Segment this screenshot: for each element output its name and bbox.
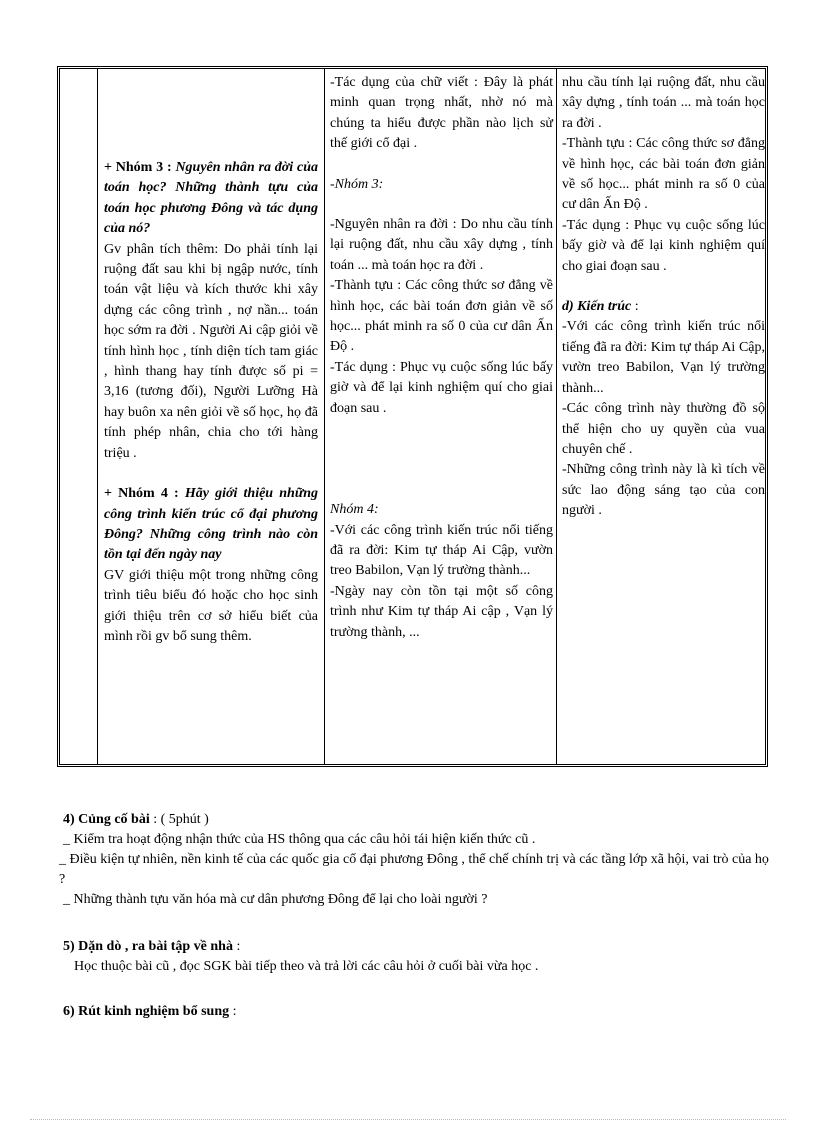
architecture-heading: d) Kiến trúc: [562, 299, 632, 315]
consolidation-section: [59, 810, 773, 910]
math-cause: -Nguyên nhân ra đời : Do nhu cầu tính lại ruộng đất, nhu cầu xây dựng , tính toán ... mà toán học ra đời .: [330, 217, 553, 273]
nhom3-question: Nguyên nhân ra đời của toán học? Những thành tựu của toán học phương Đông và tác dụng của nó?: [104, 160, 318, 237]
nhom3-explain: Gv phân tích thêm: Do phải tính lại ruộng đất sau khi bị ngập nước, tính toán vật liệu và kích thước khi xây dựng các công trình , nợ nần... toán học sớm ra đời . Người Ai cập giỏi về tính hình học , tính diện tích tam giác , hình thang hay tính được số pi = 3,16 (tương đối), Người Lưỡng Hà hay buôn xa nên giỏi về số học, họ đã tính phép nhân, chia cho tới hàng triệu .: [104, 241, 318, 461]
experience-heading: 6) Rút kinh nghiệm bổ sung: [63, 1004, 230, 1019]
lesson-table: [57, 66, 768, 767]
nhom4-block: [104, 484, 318, 566]
consolidation-item: _ Kiểm tra hoạt động nhận thức của HS thông qua các câu hỏi tái hiện kiến thức cũ .: [63, 832, 536, 847]
homework-heading: 5) Dặn dò , ra bài tập về nhà: [63, 939, 233, 954]
teacher-activity-column: [104, 158, 318, 647]
writing-effect: -Tác dụng của chữ viết : Đây là phát minh quan trọng nhất, nhờ nó mà chúng ta hiểu được phần nào lịch sử thế giới cổ đại .: [330, 75, 553, 152]
homework-section: [63, 937, 773, 977]
architecture-heading-line: d) Kiến trúc :: [562, 299, 639, 315]
column-divider-1: [97, 69, 98, 764]
consolidation-heading-line: [63, 810, 773, 830]
consolidation-item: _ Những thành tựu văn hóa mà cư dân phương Đông để lại cho loài người ?: [63, 892, 488, 907]
homework-heading-line: 5) Dặn dò , ra bài tập về nhà :: [63, 939, 241, 954]
column-divider-2: [324, 69, 325, 764]
nhom3-label: -Nhóm 3:: [330, 176, 384, 192]
knowledge-column: [562, 73, 765, 522]
math-need: nhu cầu tính lại ruộng đất, nhu cầu xây dựng , tính toán ... mà toán học ra đời .: [562, 75, 765, 131]
architecture-works: -Với các công trình kiến trúc nổi tiếng đã ra đời: Kim tự tháp Ai Cập, vườn treo Babilon, Vạn lý trường thành...: [562, 319, 765, 396]
math-effect: -Tác dụng : Phục vụ cuộc sống lúc bấy giờ và để lại kinh nghiệm quí cho giai đoạn sau .: [330, 359, 553, 416]
nhom4-question: Hãy giới thiệu những công trình kiến trúc cổ đại phương Đông? Những công trình nào còn tồn tại đến ngày nay: [104, 486, 318, 563]
experience-heading-line: 6) Rút kinh nghiệm bổ sung :: [63, 1004, 237, 1019]
nhom4-title: + Nhóm 4 :: [104, 486, 185, 502]
page-bottom-divider: [30, 1119, 786, 1120]
consolidation-time: : ( 5phút ): [149, 812, 209, 827]
experience-section: [63, 1002, 773, 1022]
architecture-miracle: -Những công trình này là kì tích về sức lao động sáng tạo của con người .: [562, 462, 765, 519]
math-effect-summary: -Tác dụng : Phục vụ cuộc sống lúc bấy giờ và để lại kinh nghiệm quí cho giai đoạn sau .: [562, 217, 765, 274]
student-activity-column: [330, 73, 553, 643]
architecture-scale: -Các công trình này thường đồ sộ thể hiện cho uy quyền của vua chuyên chế .: [562, 401, 765, 457]
column-divider-3: [556, 69, 557, 764]
nhom4-explain: GV giới thiệu một trong những công trình tiêu biểu đó hoặc cho học sinh giới thiệu trên cơ sở hiểu biết của mình rồi gv bổ sung thêm.: [104, 567, 318, 644]
arch-works: -Với các công trình kiến trúc nổi tiếng đã ra đời: Kim tự tháp Ai Cập, vườn treo Babilon, Vạn lý trường thành...: [330, 522, 553, 579]
homework-text: Học thuộc bài cũ , đọc SGK bài tiếp theo và trả lời các câu hỏi ở cuối bài vừa học .: [74, 959, 539, 974]
arch-remaining: -Ngày nay còn tồn tại một số công trình như Kim tự tháp Ai cập , Vạn lý trường thành, ...: [330, 583, 553, 640]
consolidation-heading: 4) Củng cố bài: [63, 812, 150, 827]
math-achievement-summary: -Thành tựu : Các công thức sơ đẳng về hình học, các bài toán đơn giản về số học... phát minh ra số 0 của cư dân Ấn Độ .: [562, 136, 765, 213]
nhom4-label: Nhóm 4:: [330, 502, 379, 518]
math-achievement: -Thành tựu : Các công thức sơ đẳng về hình học, các bài toán đơn giản về số học... phát minh ra số 0 của cư dân Ấn Độ .: [330, 278, 553, 355]
nhom3-title: + Nhóm 3 :: [104, 160, 176, 175]
nhom3-block: [104, 158, 318, 240]
consolidation-item: _ Điều kiện tự nhiên, nền kinh tế của các quốc gia cổ đại phương Đông , thể chế chính trị và các tầng lớp xã hội, vai trò của họ ?: [59, 852, 769, 887]
